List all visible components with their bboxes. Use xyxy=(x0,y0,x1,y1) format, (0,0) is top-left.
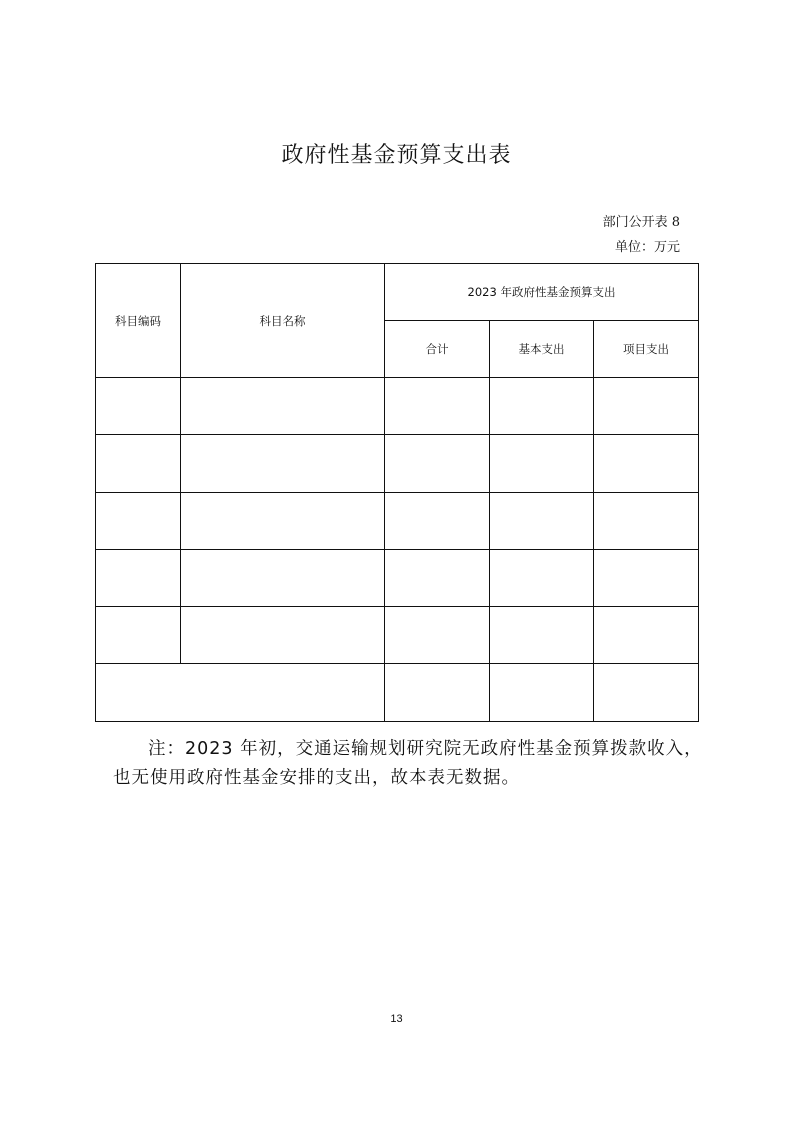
table-total-row xyxy=(96,664,699,721)
table-cell xyxy=(385,435,490,492)
table-row xyxy=(96,549,699,606)
page-number: 13 xyxy=(390,1013,403,1025)
table-cell xyxy=(96,492,181,549)
table-row xyxy=(96,492,699,549)
header-subject-name: 科目名称 xyxy=(181,264,385,378)
budget-table xyxy=(95,263,699,722)
header-project-expenditure: 项目支出 xyxy=(594,321,699,378)
table-cell xyxy=(594,607,699,664)
table-header-row xyxy=(96,264,699,321)
table-row xyxy=(96,378,699,435)
table-cell xyxy=(385,378,490,435)
header-total: 合计 xyxy=(385,321,490,378)
table-cell xyxy=(385,664,490,721)
header-subject-code: 科目编码 xyxy=(96,264,181,378)
table-cell xyxy=(181,435,385,492)
table-cell xyxy=(96,607,181,664)
table-cell xyxy=(490,664,594,721)
header-basic-expenditure: 基本支出 xyxy=(490,321,594,378)
table-cell xyxy=(490,607,594,664)
table-cell xyxy=(385,492,490,549)
table-cell xyxy=(385,549,490,606)
table-row xyxy=(96,607,699,664)
table-cell xyxy=(490,492,594,549)
table-cell xyxy=(490,378,594,435)
table-cell xyxy=(181,607,385,664)
table-cell xyxy=(594,378,699,435)
page-title: 政府性基金预算支出表 xyxy=(281,143,512,168)
table-cell xyxy=(96,549,181,606)
table-cell xyxy=(385,607,490,664)
table-cell xyxy=(96,664,385,721)
table-note: 注：2023 年初，交通运输规划研究院无政府性基金预算拨款收入，也无使用政府性基金安排的支出，故本表无数据。 xyxy=(113,739,703,788)
table-cell xyxy=(490,435,594,492)
table-cell xyxy=(594,664,699,721)
table-cell xyxy=(594,492,699,549)
table-cell xyxy=(490,549,594,606)
table-cell xyxy=(96,435,181,492)
table-cell xyxy=(181,378,385,435)
table-row xyxy=(96,435,699,492)
unit-label: 单位：万元 xyxy=(614,240,680,255)
form-number: 部门公开表 8 xyxy=(602,215,680,230)
table-cell xyxy=(594,549,699,606)
table-cell xyxy=(181,492,385,549)
table-cell xyxy=(181,549,385,606)
header-budget-group: 2023 年政府性基金预算支出 xyxy=(385,264,699,321)
table-cell xyxy=(96,378,181,435)
table-cell xyxy=(594,435,699,492)
